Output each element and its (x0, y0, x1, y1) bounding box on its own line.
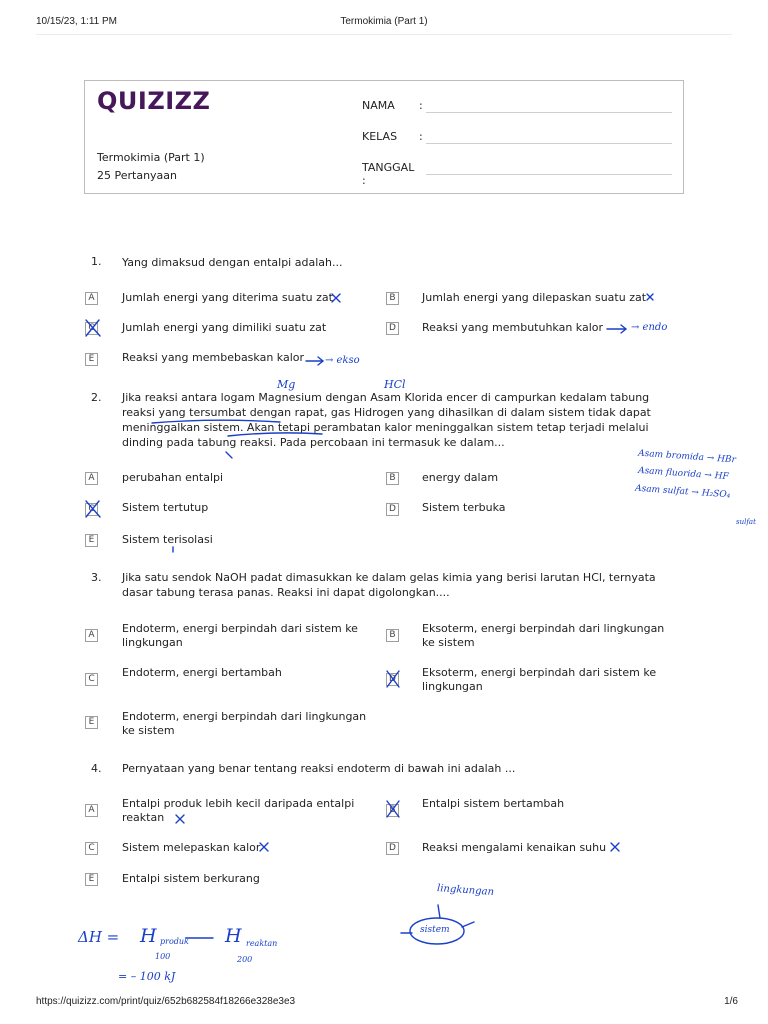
hw-hcl: HCl (384, 378, 406, 391)
print-doc-title: Termokimia (Part 1) (340, 16, 428, 27)
q2-option-b-box[interactable]: B (386, 472, 399, 485)
q2-option-b-text: energy dalam (422, 471, 499, 484)
q4-option-b-text: Entalpi sistem bertambah (422, 797, 565, 810)
q1-option-e-text: Reaksi yang membebaskan kalor (122, 351, 305, 364)
hw-value-100: 100 (155, 952, 171, 961)
question-4-number: 4. (91, 762, 102, 775)
question-1-text: Yang dimaksud dengan entalpi adalah... (122, 256, 343, 269)
question-3-number: 3. (91, 571, 102, 584)
top-divider (36, 34, 732, 35)
q4-option-b-box[interactable]: B (386, 804, 399, 817)
date-label: TANGGAL : (362, 161, 415, 187)
hw-acid-2: Asam fluorida → HF (637, 465, 730, 483)
quiz-title: Termokimia (Part 1) (97, 151, 205, 164)
q2-option-a-box[interactable]: A (85, 472, 98, 485)
hw-h-reaktan: H (225, 925, 242, 947)
q3-option-b-box[interactable]: B (386, 629, 399, 642)
class-colon: : (419, 130, 423, 143)
print-header (36, 16, 732, 30)
q2-option-e-text: Sistem terisolasi (122, 533, 213, 546)
q3-option-d-text: Eksoterm, energi berpindah dari sistem ke lingkungan (422, 666, 657, 693)
hw-value-200: 200 (237, 955, 253, 964)
q1-option-a-text: Jumlah energi yang diterima suatu zat (122, 291, 333, 304)
hw-produk-subscript: produk (160, 937, 189, 946)
q3-option-e-box[interactable]: E (85, 716, 98, 729)
q3-option-a-text: Endoterm, energi berpindah dari sistem ke lingkungan (122, 622, 358, 649)
q3-option-b-text: Eksoterm, energi berpindah dari lingkungan ke sistem (422, 622, 665, 649)
hw-mg: Mg (277, 378, 296, 391)
question-2-text: Jika reaksi antara logam Magnesium dengan Asam Klorida encer di campurkan kedalam tabung reaksi yang tersumbat dengan rapat, gas Hidrogen yang dihasilkan di dalam sistem tidak dapat meninggalkan sistem. Akan tetapi perambatan kalor meninggalkan sistem tetap terjadi melalui dinding pada tabung reaksi. Pada percobaan ini termasuk ke dalam... (122, 391, 651, 449)
hw-result: = – 100 kJ (118, 970, 176, 983)
quiz-info-box (84, 80, 684, 194)
question-1-number: 1. (91, 255, 102, 268)
q4-option-e-box[interactable]: E (85, 873, 98, 886)
question-count: 25 Pertanyaan (97, 169, 178, 182)
question-2-number: 2. (91, 391, 102, 404)
hw-lingkungan: lingkungan (436, 883, 495, 898)
print-footer (36, 996, 738, 1010)
q4-option-e-text: Entalpi sistem berkurang (122, 872, 260, 885)
q1-option-b-box[interactable]: B (386, 292, 399, 305)
hw-h-produk: H (140, 925, 157, 947)
q4-option-c-text: Sistem melepaskan kalor (122, 841, 261, 854)
q2-option-c-box[interactable]: C (85, 503, 98, 516)
class-line (426, 143, 672, 144)
q3-option-e-text: Endoterm, energi berpindah dari lingkungan ke sistem (122, 710, 367, 737)
hw-sulfat: sulfat (736, 518, 756, 526)
q4-option-c-box[interactable]: C (85, 842, 98, 855)
q3-option-c-text: Endoterm, energi bertambah (122, 666, 282, 679)
hw-sistem: sistem (420, 925, 450, 935)
name-colon: : (419, 99, 423, 112)
q4-option-d-box[interactable]: D (386, 842, 399, 855)
q2-option-e-box[interactable]: E (85, 534, 98, 547)
q2-option-a-text: perubahan entalpi (122, 471, 224, 484)
name-line (426, 112, 672, 113)
q4-option-a-box[interactable]: A (85, 804, 98, 817)
hw-acid-1: Asam bromida → HBr (637, 448, 737, 466)
q1-option-a-box[interactable]: A (85, 292, 98, 305)
q2-tick (226, 452, 232, 458)
q1-option-e-box[interactable]: E (85, 353, 98, 366)
q2-option-d-text: Sistem terbuka (422, 501, 506, 514)
date-line (426, 174, 672, 175)
q2-option-d-box[interactable]: D (386, 503, 399, 516)
quizizz-logo: QUIZIZZ (97, 87, 211, 115)
name-label: NAMA (362, 99, 395, 112)
diagram-pointer (438, 905, 440, 918)
q1-option-d-box[interactable]: D (386, 322, 399, 335)
hw-delta-h: ΔH = (78, 928, 120, 946)
q3-option-a-box[interactable]: A (85, 629, 98, 642)
q4-option-d-text: Reaksi mengalami kenaikan suhu (422, 841, 607, 854)
class-label: KELAS (362, 130, 398, 143)
hw-endo: → endo (631, 322, 668, 333)
q1-option-d-text: Reaksi yang membutuhkan kalor (422, 321, 604, 334)
question-3-text: Jika satu sendok NaOH padat dimasukkan ke dalam gelas kimia yang berisi larutan HCl, ternyata dasar tabung terasa panas. Reaksi ini dapat digolongkan.... (122, 571, 656, 599)
q1-option-c-text: Jumlah energi yang dimiliki suatu zat (122, 321, 327, 334)
hw-ekso: → ekso (325, 355, 360, 366)
q3-option-d-box[interactable]: D (386, 673, 399, 686)
print-datetime: 10/15/23, 1:11 PM (36, 16, 117, 27)
q4-option-a-text: Entalpi produk lebih kecil daripada entalpi reaktan (122, 797, 355, 824)
q1-option-b-text: Jumlah energi yang dilepaskan suatu zat (422, 291, 647, 304)
hw-reaktan-subscript: reaktan (246, 939, 278, 948)
hw-acid-3: Asam sulfat → H₂SO₄ (634, 483, 731, 501)
q1-option-c-box[interactable]: C (85, 322, 98, 335)
print-url[interactable]: https://quizizz.com/print/quiz/652b682584f18266e328e3e3 (36, 996, 296, 1007)
q2-option-c-text: Sistem tertutup (122, 501, 209, 514)
q3-option-c-box[interactable]: C (85, 673, 98, 686)
page-number: 1/6 (724, 996, 738, 1007)
question-4-text: Pernyataan yang benar tentang reaksi endoterm di bawah ini adalah ... (122, 762, 516, 775)
